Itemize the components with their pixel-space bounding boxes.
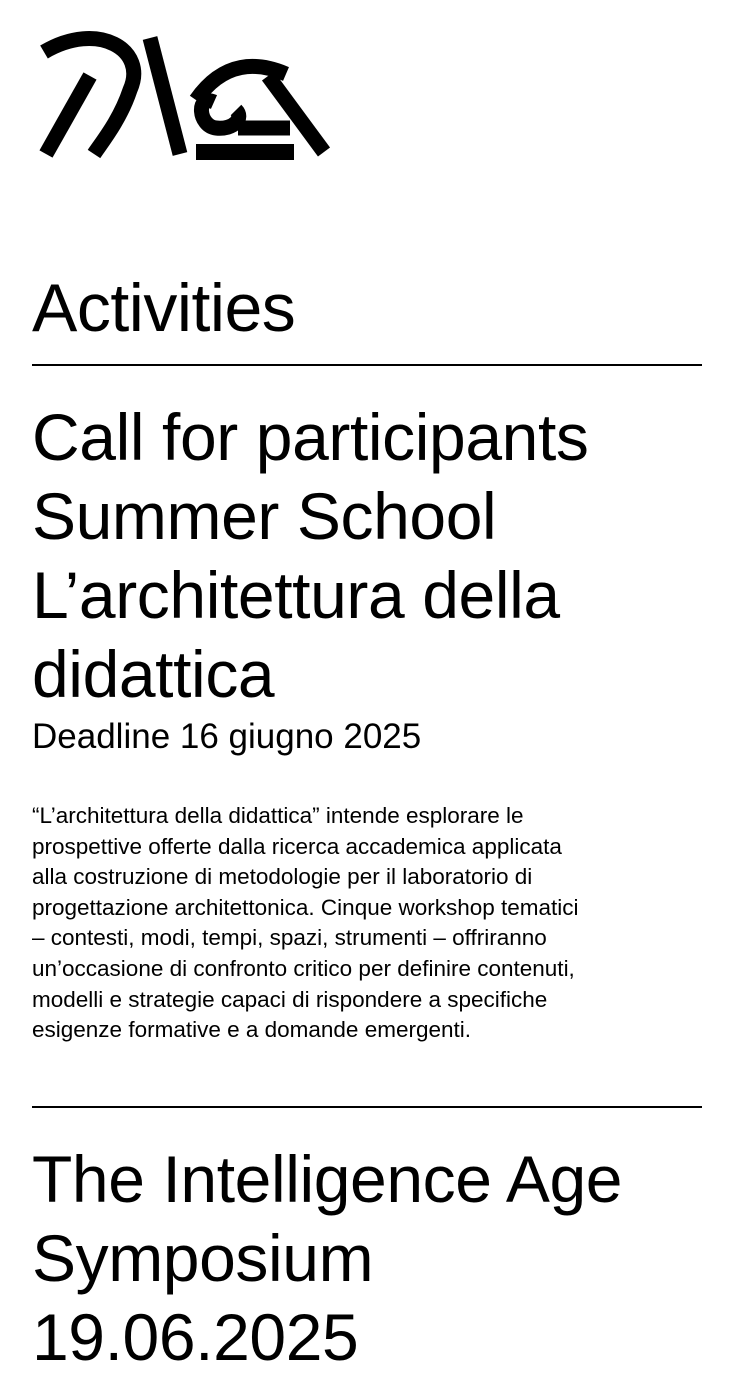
divider [32,364,702,366]
divider [32,1106,702,1108]
description-line: “L’architettura della didattica” intende esplorare le [32,803,524,828]
description-line: – contesti, modi, tempi, spazi, strumenti – offriranno [32,925,547,951]
dicea-logo[interactable] [38,30,330,162]
activity-title-line: L’architettura della [32,558,560,632]
activity-title-line: The Intelligence Age [32,1142,623,1216]
activity-title-line: Symposium [32,1221,374,1295]
activity-title[interactable] [32,398,732,714]
description-line: progettazione architettonica. Cinque workshop tematici [32,894,579,920]
activity-title-line: 19.06.2025 [32,1300,359,1374]
activity-title-line: Summer School [32,479,497,553]
description-line: alla costruzione di metodologie per il laboratorio di [32,864,533,890]
activity-description [32,801,712,1046]
activity-title-line: Call for participants [32,400,589,474]
activity-title-line: didattica [32,637,275,711]
description-line: un’occasione di confronto critico per definire contenuti, [32,955,575,981]
description-line: esigenze formative e a domande emergenti. [32,1017,472,1043]
section-title: Activities [32,270,296,346]
activity-title[interactable] [32,1140,732,1377]
description-line: modelli e strategie capaci di rispondere a specifiche [32,986,548,1012]
activity-deadline: Deadline 16 giugno 2025 [32,717,422,756]
logo-mark-icon [38,30,330,162]
description-line: prospettive offerte dalla ricerca accademica applicata [32,833,562,859]
